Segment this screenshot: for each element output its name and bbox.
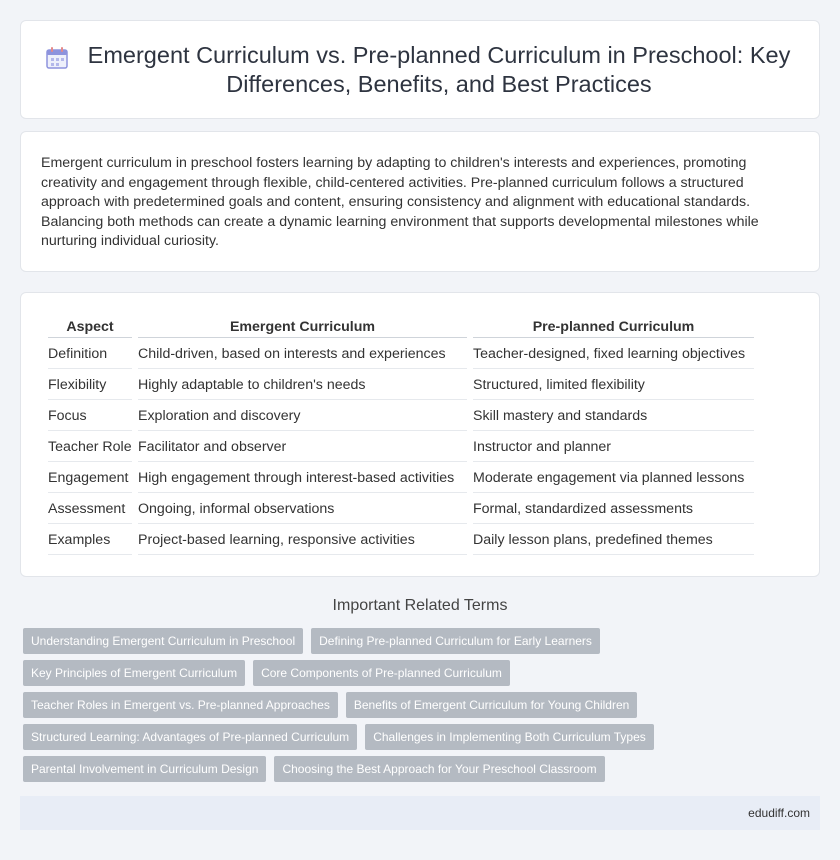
aspect-cell: Flexibility	[48, 371, 132, 400]
emergent-cell: Highly adaptable to children's needs	[138, 371, 467, 400]
header-emergent: Emergent Curriculum	[138, 315, 467, 338]
aspect-cell: Assessment	[48, 495, 132, 524]
emergent-cell: Ongoing, informal observations	[138, 495, 467, 524]
related-terms-heading: Important Related Terms	[332, 597, 508, 614]
title-card	[20, 20, 820, 119]
related-term-tag[interactable]: Challenges in Implementing Both Curriculum Types	[365, 724, 654, 750]
aspect-cell: Focus	[48, 402, 132, 431]
table-row	[48, 526, 754, 555]
related-term-tag[interactable]: Key Principles of Emergent Curriculum	[23, 660, 245, 686]
intro-paragraph: Emergent curriculum in preschool fosters learning by adapting to children's interests and experiences, promoting creativity and engagement through flexible, child-centered activities. Pre-planned curriculum follows a structured approach with predetermined goals and content, ensuring consistency and alignment with educational standards. Balancing both methods can create a dynamic learning environment that supports developmental milestones while nurturing individual curiosity.	[41, 155, 759, 249]
calendar-icon	[44, 45, 70, 71]
emergent-cell: Child-driven, based on interests and experiences	[138, 340, 467, 369]
related-term-tag[interactable]: Structured Learning: Advantages of Pre-planned Curriculum	[23, 724, 357, 750]
preplanned-cell: Skill mastery and standards	[473, 402, 754, 431]
aspect-cell: Engagement	[48, 464, 132, 493]
footer	[20, 796, 820, 830]
footer-site[interactable]: edudiff.com	[748, 806, 810, 820]
related-term-tag[interactable]: Core Components of Pre-planned Curriculum	[253, 660, 510, 686]
aspect-cell: Examples	[48, 526, 132, 555]
tag-row	[23, 692, 823, 718]
tag-row	[23, 660, 823, 686]
preplanned-cell: Structured, limited flexibility	[473, 371, 754, 400]
header-aspect: Aspect	[48, 315, 132, 338]
emergent-cell: Facilitator and observer	[138, 433, 467, 462]
table-row	[48, 371, 754, 400]
aspect-cell: Teacher Role	[48, 433, 132, 462]
intro-card	[20, 131, 820, 272]
tag-row	[23, 756, 823, 782]
emergent-cell: Exploration and discovery	[138, 402, 467, 431]
tag-row	[23, 724, 823, 750]
preplanned-cell: Instructor and planner	[473, 433, 754, 462]
emergent-cell: Project-based learning, responsive activities	[138, 526, 467, 555]
related-terms-section	[20, 597, 820, 615]
comparison-card	[20, 292, 820, 577]
header-preplanned: Pre-planned Curriculum	[473, 315, 754, 338]
related-term-tag[interactable]: Choosing the Best Approach for Your Preschool Classroom	[274, 756, 604, 782]
preplanned-cell: Daily lesson plans, predefined themes	[473, 526, 754, 555]
page-title: Emergent Curriculum vs. Pre-planned Curriculum in Preschool: Key Differences, Benefits, and Best Practices	[87, 41, 791, 97]
related-term-tag[interactable]: Defining Pre-planned Curriculum for Early Learners	[311, 628, 600, 654]
related-term-tag[interactable]: Understanding Emergent Curriculum in Preschool	[23, 628, 303, 654]
aspect-cell: Definition	[48, 340, 132, 369]
preplanned-cell: Teacher-designed, fixed learning objectives	[473, 340, 754, 369]
related-term-tag[interactable]: Teacher Roles in Emergent vs. Pre-planned Approaches	[23, 692, 338, 718]
emergent-cell: High engagement through interest-based activities	[138, 464, 467, 493]
related-terms-tags	[23, 628, 823, 788]
tag-row	[23, 628, 823, 654]
related-term-tag[interactable]: Parental Involvement in Curriculum Design	[23, 756, 266, 782]
table-row	[48, 433, 754, 462]
table-row	[48, 495, 754, 524]
related-term-tag[interactable]: Benefits of Emergent Curriculum for Young Children	[346, 692, 637, 718]
preplanned-cell: Moderate engagement via planned lessons	[473, 464, 754, 493]
preplanned-cell: Formal, standardized assessments	[473, 495, 754, 524]
table-row	[48, 340, 754, 369]
table-header-row	[48, 315, 754, 338]
comparison-table	[42, 313, 760, 557]
table-row	[48, 464, 754, 493]
table-row	[48, 402, 754, 431]
